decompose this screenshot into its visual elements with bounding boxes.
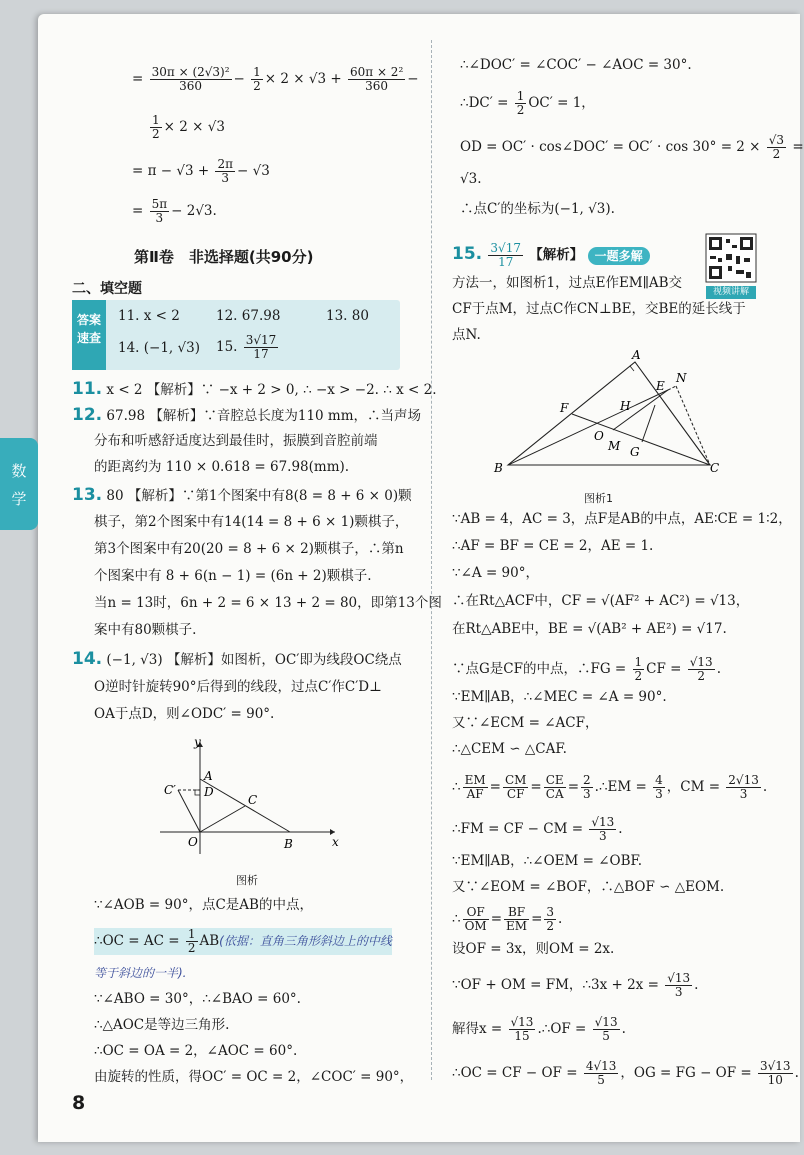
q13-line-6: 案中有80颗棋子. — [94, 622, 197, 638]
denominator: 3 — [739, 787, 748, 801]
text: = — [132, 71, 148, 87]
text: ∵点G是CF的中点，∴FG = — [452, 661, 631, 677]
text: 15. — [216, 339, 242, 355]
numerator: 1 — [152, 113, 160, 127]
text: = — [788, 139, 804, 155]
label-a: A — [632, 348, 641, 362]
label-n: N — [676, 371, 687, 385]
numerator: OF — [463, 906, 489, 920]
text: − — [407, 71, 419, 87]
label-d: D — [204, 785, 214, 799]
label-c: C — [248, 793, 258, 807]
multi-solution-badge: 一题多解 — [588, 247, 650, 265]
fraction — [767, 134, 786, 161]
answer-item-15 — [216, 334, 280, 361]
fraction — [215, 158, 235, 185]
r-sol-ratio: ∴ $\frac{EM}{AF}$ = $\frac{CM}{CF}$ = $\frac{CE}{CA}$ = $\frac{2}{3}$ .∴EM = $\frac{4}{3}$ ，CM = $\frac{2√13}{3}$ . — [452, 773, 768, 801]
r-sol-line: ∵∠A = 90°， — [452, 565, 539, 581]
q14-line-2: O逆时针旋转90°后得到的线段，过点C′作C′D⊥ — [94, 679, 382, 695]
text: ∴DC′ = — [460, 95, 513, 111]
qr-code[interactable] — [706, 234, 756, 296]
fraction — [503, 774, 528, 801]
text: ∴FM = CF − CM = — [452, 821, 588, 837]
fraction — [515, 90, 527, 117]
fraction — [463, 774, 488, 801]
answer-item: 13. 80 — [326, 308, 369, 324]
segment-gh — [642, 405, 655, 442]
fraction — [251, 66, 263, 93]
numerator: 30π × (2√3)² — [151, 65, 230, 79]
denominator: 17 — [253, 347, 269, 361]
denominator: 3 — [674, 985, 683, 999]
r-sol-fm: ∴FM = CF − CM = $\frac{√13}{3}$ . — [452, 815, 623, 843]
text: OC′ = 1， — [528, 95, 595, 111]
numerator: 1 — [634, 655, 643, 669]
hand-note-line: 等于斜边的一半). — [94, 966, 187, 980]
numerator: 1 — [187, 927, 196, 941]
denominator: 2 — [634, 669, 643, 683]
denominator: CF — [506, 787, 525, 801]
r-sol-line: ∵AB = 4，AC = 3，点F是AB的中点，AE∶CE = 1∶2， — [452, 511, 792, 527]
page-number: 8 — [72, 1092, 86, 1114]
r-sol-line: ∴在Rt△ACF中，CF = √(AF² + AC²) = √13， — [452, 593, 750, 609]
r-method-line: 方法一，如图析1，过点E作EM∥AB交 — [452, 275, 683, 291]
segment-en — [668, 386, 676, 390]
numerator: EM — [464, 773, 486, 787]
denominator: 2 — [697, 669, 706, 683]
segment-cf — [572, 414, 710, 465]
r-line: √3. — [460, 171, 482, 187]
fraction — [544, 906, 556, 933]
text: 67.98 【解析】∵音腔总长度为110 mm，∴当声场 — [102, 408, 422, 424]
r-sol-of-om: ∴ $\frac{OF}{OM}$ = $\frac{BF}{EM}$ = $\frac{3}{2}$ . — [452, 905, 563, 933]
r-sol-line: ∴△CEM ∽ △CAF. — [452, 741, 567, 757]
text: ∴EM = — [598, 779, 652, 795]
fraction — [488, 242, 523, 269]
fraction — [150, 66, 232, 93]
denominator: 3 — [221, 171, 230, 185]
fraction — [653, 774, 665, 801]
r-sol-3x2x: ∵OF + OM = FM，∴3x + 2x = $\frac{√13}{3}$ . — [452, 971, 699, 999]
denominator: 17 — [498, 255, 514, 269]
label-o: O — [188, 835, 198, 849]
denominator: EM — [506, 919, 528, 933]
numerator: √13 — [667, 971, 691, 985]
numerator: 1 — [516, 89, 525, 103]
text: ，CM = — [666, 779, 725, 795]
text: × 2 × √3 + — [264, 71, 346, 87]
sol-line: ∴OC = OA = 2，∠AOC = 60°. — [94, 1043, 298, 1059]
denominator: 2 — [772, 147, 781, 161]
label-o: O — [594, 429, 604, 443]
denominator: 15 — [514, 1029, 530, 1043]
label-f: F — [560, 401, 569, 415]
numerator: √13 — [510, 1015, 534, 1029]
figure-15 — [490, 350, 730, 480]
text: × 2 × √3 — [163, 119, 225, 135]
q13-line-2: 棋子，第2个图案中有14(14 = 8 + 6 × 1)颗棋子， — [94, 514, 409, 530]
fraction — [150, 114, 162, 141]
text: ，OG = FG − OF = — [620, 1065, 756, 1081]
text: 解得x = — [452, 1021, 507, 1037]
numerator: √3 — [768, 133, 785, 147]
r-line: ∴点C′的坐标为(−1, √3). — [460, 201, 615, 217]
numerator: √13 — [594, 1015, 618, 1029]
label-c-prime: C′ — [164, 783, 176, 797]
numerator: CE — [545, 773, 564, 787]
fraction — [544, 774, 566, 801]
numerator: BF — [504, 906, 529, 920]
fraction — [758, 1060, 793, 1087]
r-sol-line: ∵EM∥AB，∴∠MEC = ∠A = 90°. — [452, 689, 667, 705]
r-line-od — [460, 134, 804, 161]
text: = π − √3 + — [132, 163, 214, 179]
r-line-dc — [460, 90, 595, 117]
denominator: 5 — [602, 1029, 610, 1043]
text: − √3 — [237, 163, 270, 179]
fraction — [581, 774, 593, 801]
numerator: 3 — [546, 905, 555, 919]
fraction — [186, 928, 198, 955]
label-x: x — [332, 835, 339, 849]
column-divider — [431, 40, 432, 1080]
figure-caption: 图析1 — [584, 492, 613, 505]
label-m: M — [608, 439, 621, 453]
q12-line-1 — [72, 406, 421, 425]
fraction — [244, 334, 279, 361]
r-sol-x: 解得x = $\frac{√13}{15}$ .∴OF = $\frac{√13}{5}$ . — [452, 1015, 626, 1043]
sol-line: 由旋转的性质，得OC′ = OC = 2，∠COC′ = 90°， — [94, 1069, 414, 1085]
text: CF = — [646, 661, 686, 677]
denominator: 10 — [767, 1073, 783, 1087]
answer-tag-text: 答案 — [76, 313, 101, 327]
numerator: 60π × 2² — [349, 65, 404, 79]
text: x < 2 【解析】∵ −x + 2 > 0, ∴ −x > −2. ∴ x < 2. — [102, 382, 437, 398]
figure-14 — [150, 734, 350, 864]
text: ∴OF = — [541, 1021, 591, 1037]
text: OD = OC′ · cos∠DOC′ = OC′ · cos 30° = 2 × — [460, 139, 765, 155]
numerator: 5π — [151, 197, 168, 211]
r-method-line: CF于点M，过点C作CN⊥BE，交BE的延长线于 — [452, 301, 746, 317]
fraction — [584, 1060, 619, 1087]
fraction — [504, 906, 529, 933]
numerator: 3√17 — [245, 333, 277, 347]
q13-line-3: 第3个图案中有20(20 = 8 + 6 × 2)颗棋子，∴第n — [94, 541, 404, 557]
q13-line-4: 个图案中有 8 + 6(n − 1) = (6n + 2)颗棋子. — [94, 568, 372, 584]
q12-line-3: 的距离约为 110 × 0.618 = 67.98(mm). — [94, 459, 350, 475]
denominator: 360 — [179, 79, 203, 93]
r-sol-oc: ∴OC = CF − OF = $\frac{4√13}{5}$ ，OG = FG − OF = $\frac{3√13}{10}$ . — [452, 1059, 799, 1087]
question-number: 12. — [72, 405, 103, 425]
fraction — [726, 774, 761, 801]
q13-line-5: 当n = 13时，6n + 2 = 6 × 13 + 2 = 80，即第13个图 — [94, 595, 442, 611]
denominator: CA — [545, 787, 564, 801]
denominator: 2 — [546, 919, 555, 933]
analysis-tag: 【解析】 — [529, 247, 584, 263]
label-b: B — [284, 837, 293, 851]
q11-line — [72, 380, 437, 399]
text: 80 【解析】∵第1个图案中有8(8 = 8 + 6 × 0)颗 — [102, 488, 412, 504]
numerator: √13 — [591, 815, 615, 829]
subject-tab — [0, 438, 38, 530]
denominator: 2 — [187, 941, 196, 955]
fraction — [509, 1016, 536, 1043]
section-title: 第Ⅱ卷 非选择题(共90分) — [134, 248, 314, 266]
q13-line-1 — [72, 486, 412, 505]
label-y: y — [194, 735, 201, 749]
label-g: G — [630, 445, 640, 459]
calc-line-4 — [132, 198, 217, 225]
numerator: 2π — [217, 157, 233, 171]
answer-item: 14. (−1, √3) — [118, 340, 200, 356]
numerator: 1 — [253, 65, 261, 79]
r-method-line: 点N. — [452, 327, 481, 343]
text: ∴ — [452, 911, 461, 927]
denominator: OM — [464, 919, 487, 933]
question-number: 11. — [72, 379, 103, 399]
answer-quick-check — [72, 300, 400, 370]
fraction — [463, 906, 489, 933]
numerator: CM — [504, 773, 527, 787]
r-sol-fg: ∵点G是CF的中点，∴FG = $\frac{1}{2}$ CF = $\frac{√13}{2}$ . — [452, 655, 721, 683]
answer-item: 11. x < 2 — [118, 308, 180, 324]
fraction — [589, 816, 616, 843]
right-angle-mark — [195, 790, 200, 795]
figure-caption: 图析 — [236, 874, 258, 887]
denominator: 2 — [253, 79, 261, 93]
numerator: 3√17 — [490, 241, 521, 255]
segment-be — [508, 390, 668, 465]
fraction — [688, 656, 715, 683]
sol-line: ∵∠AOB = 90°，点C是AB的中点， — [94, 897, 313, 913]
numerator: 4√13 — [585, 1059, 617, 1073]
r-sol-line: 又∵∠ECM = ∠ACF， — [452, 715, 599, 731]
text: ∴OC = AC = — [94, 933, 184, 949]
text: − 2√3. — [171, 203, 217, 219]
fraction — [665, 972, 692, 999]
numerator: 4 — [655, 773, 663, 787]
denominator: 5 — [597, 1073, 605, 1087]
sol-line: ∴△AOC是等边三角形. — [94, 1017, 230, 1033]
r-sol-line: ∵EM∥AB，∴∠OEM = ∠OBF. — [452, 853, 643, 869]
numerator: 2√13 — [728, 773, 759, 787]
denominator: 3 — [598, 829, 607, 843]
text: ∴ — [452, 779, 461, 795]
denominator: 3 — [655, 787, 663, 801]
fraction — [593, 1016, 620, 1043]
text: − — [233, 71, 250, 87]
qr-code-icon — [706, 234, 756, 282]
numerator: 2 — [583, 773, 591, 787]
fraction — [348, 66, 405, 93]
subject-tab-char: 数 — [11, 462, 27, 480]
r-sol-line: 设OF = 3x，则OM = 2x. — [452, 941, 615, 957]
r-line: ∴∠DOC′ = ∠COC′ − ∠AOC = 30°. — [460, 57, 692, 73]
calc-line-3 — [132, 158, 270, 185]
subject-tab-char: 学 — [11, 490, 27, 508]
fraction — [150, 198, 170, 225]
segment-oc-prime — [178, 790, 200, 832]
denominator: 3 — [155, 211, 164, 225]
r-sol-line: ∴AF = BF = CE = 2，AE = 1. — [452, 538, 654, 554]
q12-line-2: 分布和听感舒适度达到最佳时，振膜到音腔前端 — [94, 433, 378, 449]
hand-note: (依据：直角三角形斜边上的中线 — [219, 934, 392, 948]
denominator: AF — [466, 787, 484, 801]
label-a: A — [204, 769, 213, 783]
r-sol-line: 在Rt△ABE中，BE = √(AB² + AE²) = √17. — [452, 621, 727, 637]
question-number: 15. — [452, 244, 483, 264]
label-b: B — [494, 461, 503, 475]
subsection-title: 二、填空题 — [72, 281, 142, 297]
label-e: E — [656, 379, 665, 393]
sol-line-highlight — [94, 928, 392, 955]
numerator: 3√13 — [760, 1059, 791, 1073]
denominator: 3 — [583, 787, 591, 801]
answer-tag — [72, 300, 106, 370]
calc-line-2 — [148, 114, 225, 141]
answer-tag-text: 速查 — [76, 331, 101, 345]
sol-line: ∵∠ABO = 30°，∴∠BAO = 60°. — [94, 991, 301, 1007]
text: (−1, √3) 【解析】如图析，OC′即为线段OC绕点 — [102, 652, 402, 668]
text: AB — [199, 933, 220, 949]
denominator: 2 — [516, 103, 525, 117]
label-h: H — [620, 399, 631, 413]
text: = — [132, 203, 148, 219]
label-c: C — [710, 461, 720, 475]
r-sol-line: 又∵∠EOM = ∠BOF，∴△BOF ∽ △EOM. — [452, 879, 725, 895]
q15-head — [452, 242, 650, 269]
question-number: 14. — [72, 649, 103, 669]
text: ∵OF + OM = FM，∴3x + 2x = — [452, 977, 664, 993]
calc-line-1 — [132, 66, 419, 93]
q14-line-1 — [72, 650, 402, 669]
qr-label: 视频讲解 — [706, 286, 756, 299]
answer-item: 12. 67.98 — [216, 308, 281, 324]
text: ∴OC = CF − OF = — [452, 1065, 582, 1081]
numerator: √13 — [689, 655, 713, 669]
q14-line-3: OA于点D，则∠ODC′ = 90°. — [94, 706, 275, 722]
denominator: 2 — [152, 127, 160, 141]
denominator: 360 — [365, 79, 389, 93]
fraction — [633, 656, 645, 683]
question-number: 13. — [72, 485, 103, 505]
segment-oc — [200, 806, 245, 832]
